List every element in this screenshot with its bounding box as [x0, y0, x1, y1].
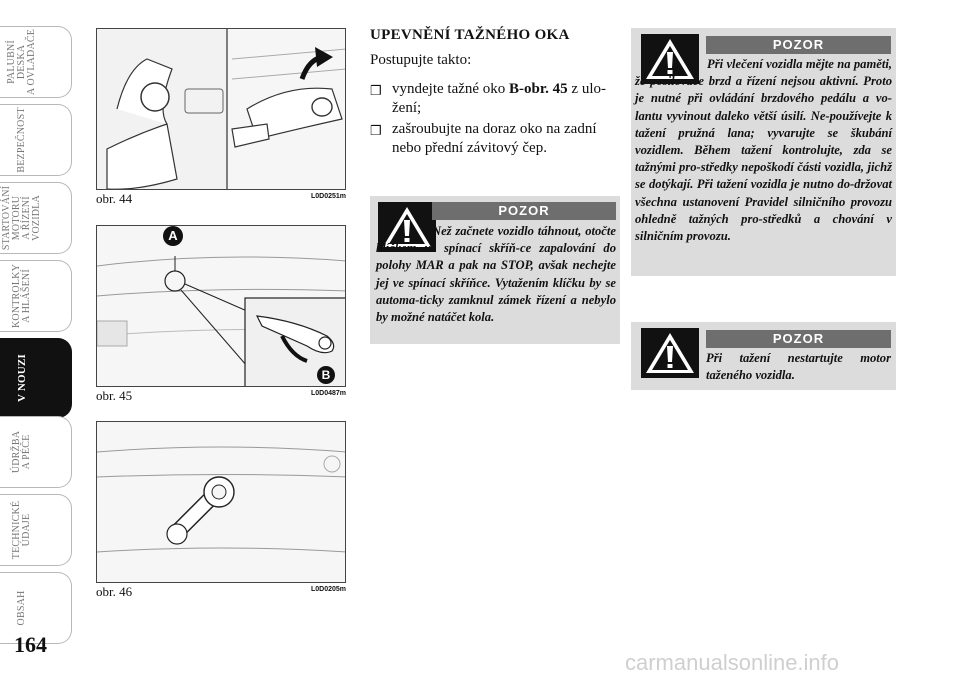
bullet-text: zašroubujte na doraz oko na zadní nebo přední závitový čep. — [392, 121, 597, 156]
page-number: 164 — [14, 632, 47, 657]
tab-palubni-deska[interactable] — [0, 26, 72, 98]
marker-b: B — [317, 366, 335, 384]
bullet-box-icon: ❒ — [370, 123, 382, 138]
warning-box — [370, 196, 620, 344]
figure-46-caption — [96, 584, 346, 600]
warning-box — [631, 28, 896, 276]
tab-bezpecnost[interactable] — [0, 104, 72, 176]
tab-label: ÚDRŽBA A PÉČE — [11, 430, 32, 474]
figure-label: obr. 44 — [96, 191, 133, 206]
figure-44-image — [96, 28, 346, 190]
figure-44-caption — [96, 191, 346, 207]
warning-triangle-icon — [641, 328, 699, 378]
tab-technicke-udaje[interactable] — [0, 494, 72, 566]
figure-code: L0D0487m — [310, 390, 346, 397]
tab-label: KONTROLKY A HLÁŠENÍ — [11, 263, 32, 329]
figure-46-image — [96, 421, 346, 583]
tab-v-nouzi[interactable] — [0, 338, 72, 418]
watermark: carmanualsonline.info — [625, 650, 840, 675]
section-title: UPEVNĚNÍ TAŽNÉHO OKA — [370, 27, 570, 43]
tab-udrzba[interactable] — [0, 416, 72, 488]
warning-box — [631, 322, 896, 390]
bullet-box-icon: ❒ — [370, 83, 382, 98]
marker-a: A — [163, 226, 183, 246]
figure-45-image — [96, 225, 346, 387]
section-intro: Postupujte takto: — [370, 52, 472, 68]
warning-text: Než začnete vozidlo táhnout, otočte klíčkem ve spínací skříň-ce zapalování do polohy MAR a pak na STOP, avšak nechejte jej ve spínací skříňce. Vytažením klíčku by se automa-ticky zamknul zámek řízení a nebylo by možné natáčet kola. — [376, 224, 616, 325]
tab-label: STARTOVÁNÍ MOTORU A ŘÍZENÍ VOZIDLA — [1, 185, 42, 251]
warning-text: Při vlečení vozidla mějte na paměti, že posilovače brzd a řízení nejsou aktivní. Proto je nutné při ovládání brzdového pedálu a vo-lantu vyvinout daleko větší úsilí. Ne-používejte k tažení pružná lana; vyvarujte se škubání vozidlem. Během tažení kontrolujte, zda se tažnými pro-středky nepoškodí části vozidla, jichž se dotýkají. Při tažení vozidla je nutno do-držovat všechna ustanovení Pravidel silničního provozu ohledně tažných pro-středků a chování v silničním provozu. — [635, 57, 892, 244]
tab-label: TECHNICKÉ ÚDAJE — [11, 500, 32, 560]
tab-label: BEZPEČNOST — [16, 107, 27, 173]
figure-45-caption — [96, 388, 346, 404]
bullet-text: vyndejte tažné oko B-obr. 45 z ulo-žení; — [392, 81, 606, 116]
warning-text: Při tažení nestartujte motor taženého vozidla. — [706, 351, 891, 383]
warning-heading: POZOR — [706, 36, 891, 54]
tab-label: OBSAH — [16, 590, 27, 626]
bullet-item — [370, 80, 620, 118]
figure-label: obr. 45 — [96, 388, 133, 403]
figure-label: obr. 46 — [96, 584, 133, 599]
bullet-item — [370, 120, 620, 158]
figure-code: L0D0251m — [310, 193, 346, 200]
warning-heading: POZOR — [706, 330, 891, 348]
warning-heading: POZOR — [432, 202, 616, 220]
figure-code: L0D0205m — [310, 586, 346, 593]
tab-kontrolky[interactable] — [0, 260, 72, 332]
tab-label: PALUBNÍ DESKA A OVLADAČE — [6, 28, 37, 96]
tab-label: V NOUZI — [16, 354, 28, 402]
tab-startovani[interactable] — [0, 182, 72, 254]
